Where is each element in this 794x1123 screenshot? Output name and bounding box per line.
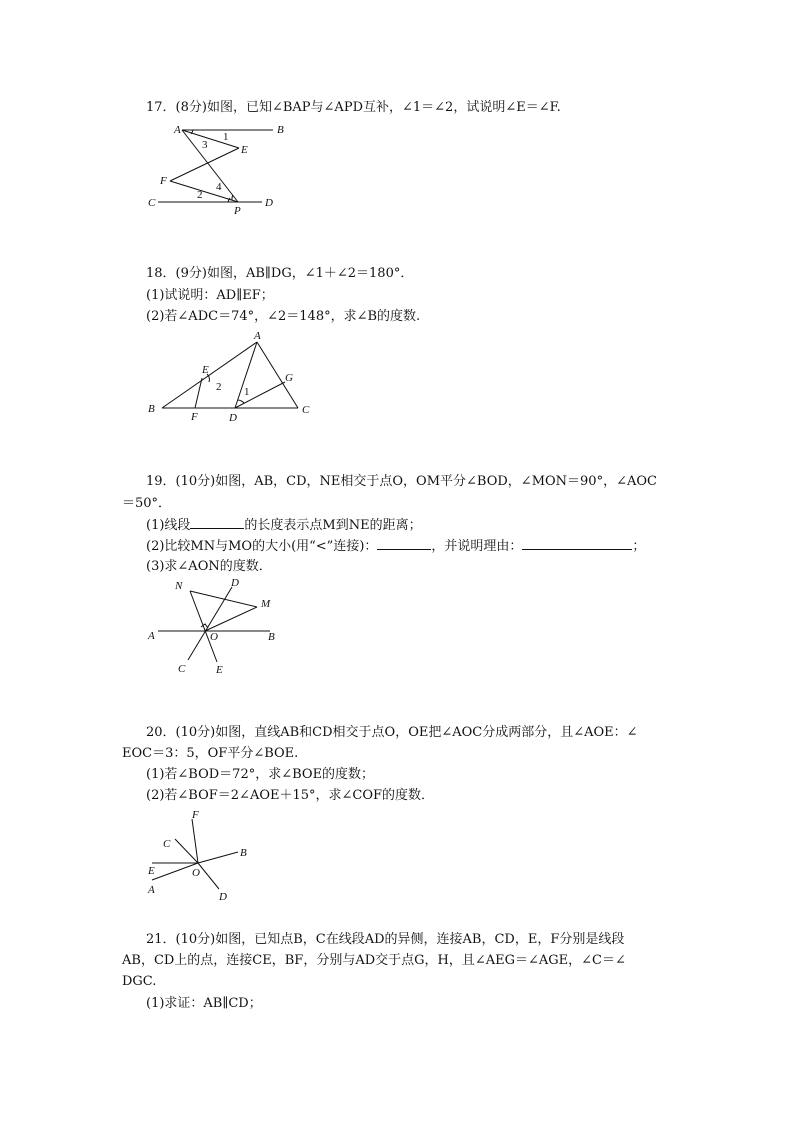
q20-sub1: (1)若∠BOD＝72°，求∠BOE的度数；: [146, 767, 375, 782]
q19-sub1: [146, 516, 422, 534]
q19-label-D: D: [231, 577, 239, 589]
q19-text-line1: 19．(10分)如图，AB，CD，NE相交于点O，OM平分∠BOD，∠MON＝90°，∠AOC: [146, 474, 657, 489]
q19-figure: [140, 575, 290, 680]
q17-label-P: P: [234, 205, 241, 217]
q18-label-1: 1: [244, 386, 250, 398]
q20-text-line1: 20．(10分)如图，直线AB和CD相交于点O，OE把∠AOC分成两部分，且∠AOE：∠: [146, 725, 638, 740]
q17-label-C: C: [148, 197, 156, 209]
q19-sub2-middle: ，并说明理由：: [431, 539, 523, 554]
q20-label-C: C: [163, 838, 171, 850]
q17-label-2: 2: [197, 189, 203, 201]
q19-sub3: (3)求∠AON的度数．: [146, 559, 272, 574]
q18-label-2: 2: [216, 381, 222, 393]
q19-sub1-suffix: 的长度表示点M到NE的距离；: [244, 518, 422, 533]
q20-label-O: O: [192, 867, 200, 879]
q19-answer-blank-3[interactable]: [522, 537, 632, 550]
q17-label-E: E: [241, 144, 248, 156]
q17-label-D: D: [265, 197, 273, 209]
q18-figure: [140, 330, 325, 425]
q18-sub1: (1)试说明：AD∥EF；: [146, 288, 274, 303]
q18-label-D: D: [229, 412, 237, 424]
q18-label-B: B: [148, 403, 155, 415]
q20-text-line2: EOC＝3：5，OF平分∠BOE.: [122, 746, 299, 761]
q20-label-D: D: [219, 891, 227, 903]
q17-label-F: F: [160, 175, 167, 187]
q17-text: 17．(8分)如图，已知∠BAP与∠APD互补，∠1＝∠2，试说明∠E＝∠F.: [146, 100, 561, 115]
q17-label-B: B: [277, 124, 284, 136]
q20-label-F: F: [192, 809, 199, 821]
q19-label-B: B: [268, 631, 275, 643]
q20-figure: [140, 805, 260, 905]
q19-label-N: N: [175, 580, 183, 592]
q18-label-F: F: [191, 411, 198, 423]
q17-label-1: 1: [223, 131, 229, 143]
q18-text: 18．(9分)如图，AB∥DG，∠1＋∠2＝180°．: [146, 266, 414, 281]
q19-sub2-prefix: (2)比较MN与MO的大小(用“<”连接)：: [146, 539, 378, 554]
q19-label-M: M: [261, 598, 271, 610]
q19-sub2: [146, 537, 645, 555]
q18-label-C: C: [302, 404, 310, 416]
q17-label-4: 4: [216, 181, 222, 193]
q18-label-E: E: [202, 364, 209, 376]
q17-label-A: A: [174, 124, 181, 136]
q21-text-line3: DGC.: [122, 974, 157, 989]
q20-label-E: E: [148, 865, 155, 877]
q17-figure: [140, 118, 290, 218]
q20-label-A: A: [148, 884, 155, 896]
q21-text-line2: AB，CD上的点，连接CE，BF，分别与AD交于点G，H，且∠AEG＝∠AGE，∠C＝∠: [122, 953, 626, 968]
q18-sub2: (2)若∠ADC＝74°，∠2＝148°，求∠B的度数.: [146, 309, 421, 324]
q19-label-O: O: [210, 631, 218, 643]
q19-label-C: C: [178, 663, 186, 675]
q19-text-line2: ＝50°．: [122, 496, 172, 511]
q19-sub2-end: ；: [632, 539, 646, 554]
q18-label-G: G: [285, 372, 293, 384]
q20-sub2: (2)若∠BOF＝2∠AOE＋15°，求∠COF的度数．: [146, 788, 435, 803]
q19-sub1-prefix: (1)线段: [146, 518, 191, 533]
q18-label-A: A: [254, 330, 261, 342]
q19-answer-blank-1[interactable]: [190, 516, 244, 529]
q19-answer-blank-2[interactable]: [377, 537, 431, 550]
q20-label-B: B: [240, 847, 247, 859]
q21-sub1: (1)求证：AB∥CD；: [146, 996, 262, 1011]
q17-label-3: 3: [202, 139, 208, 151]
q19-label-E: E: [216, 664, 223, 676]
q21-text-line1: 21．(10分)如图，已知点B，C在线段AD的异侧，连接AB，CD，E，F分别是线段: [146, 932, 625, 947]
q19-label-A: A: [148, 630, 155, 642]
